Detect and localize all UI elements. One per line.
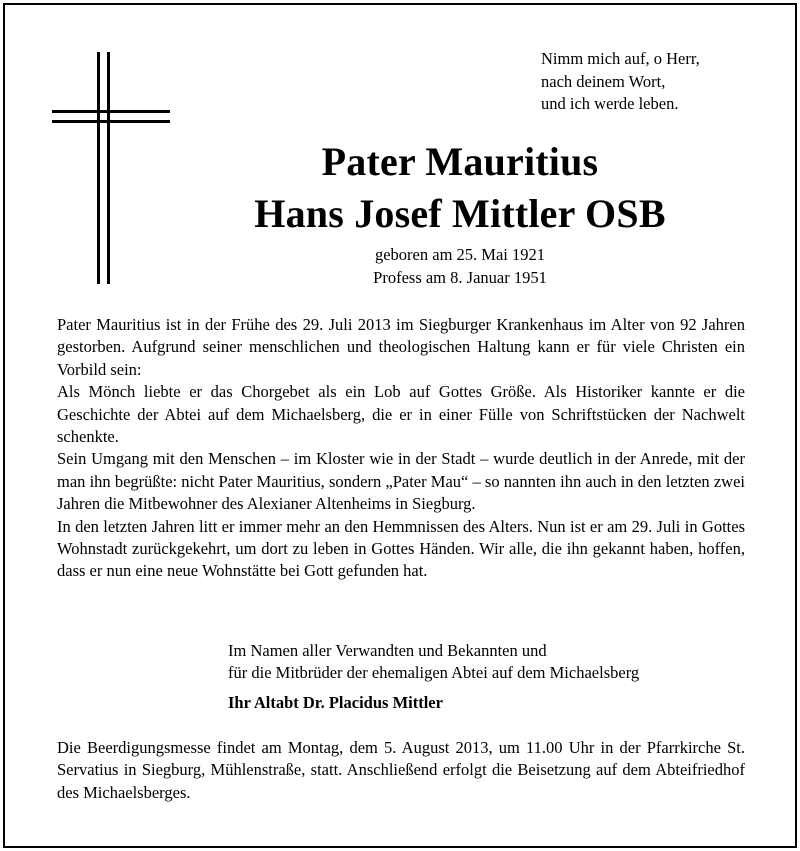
birth-date: geboren am 25. Mai 1921 (374, 245, 545, 264)
verse-line: Nimm mich auf, o Herr, (541, 49, 700, 68)
profession-date: Profess am 8. Januar 1951 (373, 267, 547, 287)
deceased-name (0, 136, 800, 240)
verse-line: und ich werde leben. (541, 94, 679, 113)
life-dates (0, 244, 800, 289)
civil-name: Hans Josef Mittler OSB (254, 191, 666, 236)
obituary-paragraph: In den letzten Jahren litt er immer mehr an den Hemmnissen des Alters. Nun ist er am 29. Juli in Gottes Wohnstadt zurückgekehrt, um dort zu leben in Gottes Händen. Wir alle, die ihn gekannt haben, hoffen, dass er nun eine neue Wohnstätte bei Gott gefunden hat. (57, 516, 745, 581)
funeral-announcement: Die Beerdigungsmesse findet am Montag, dem 5. August 2013, um 11.00 Uhr in der Pfarrkirche St. Servatius in Siegburg, Mühlenstraße, statt. Anschließend erfolgt die Beisetzung auf dem Abteifriedhof des Michaelsberges. (57, 738, 745, 802)
obituary-paragraph: Pater Mauritius ist in der Frühe des 29. Juli 2013 im Siegburger Krankenhaus im Alter von 92 Jahren gestorben. Aufgrund seiner menschlichen und theologischen Haltung kann er für viele Christen ein Vorbild sein: (57, 315, 745, 379)
signoff-line: Im Namen aller Verwandten und Bekannten und (228, 641, 547, 660)
signoff-line: für die Mitbrüder der ehemaligen Abtei auf dem Michaelsberg (228, 663, 640, 683)
bible-verse (541, 48, 700, 116)
signoff (228, 640, 639, 685)
religious-name: Pater Mauritius (321, 139, 599, 184)
obituary-text (57, 314, 745, 583)
obituary-paragraph: Sein Umgang mit den Menschen – im Kloster wie in der Stadt – wurde deutlich in der Anrede, mit der man ihn begrüßte: nicht Pater Mauritius, sondern „Pater Mau“ – so nannten ihn auch in den letzten zwei Jahren die Mitbewohner des Alexianer Altenheims in Siegburg. (57, 449, 745, 514)
obituary-paragraph: Als Mönch liebte er das Chorgebet als ein Lob auf Gottes Größe. Als Historiker kannte er die Geschichte der Abtei auf dem Michaelsberg, die er in einer Fülle von Schriftstücken der Nachwelt schenkte. (57, 382, 745, 447)
signer-name: Ihr Altabt Dr. Placidus Mittler (228, 693, 443, 712)
verse-line: nach deinem Wort, (541, 71, 666, 91)
